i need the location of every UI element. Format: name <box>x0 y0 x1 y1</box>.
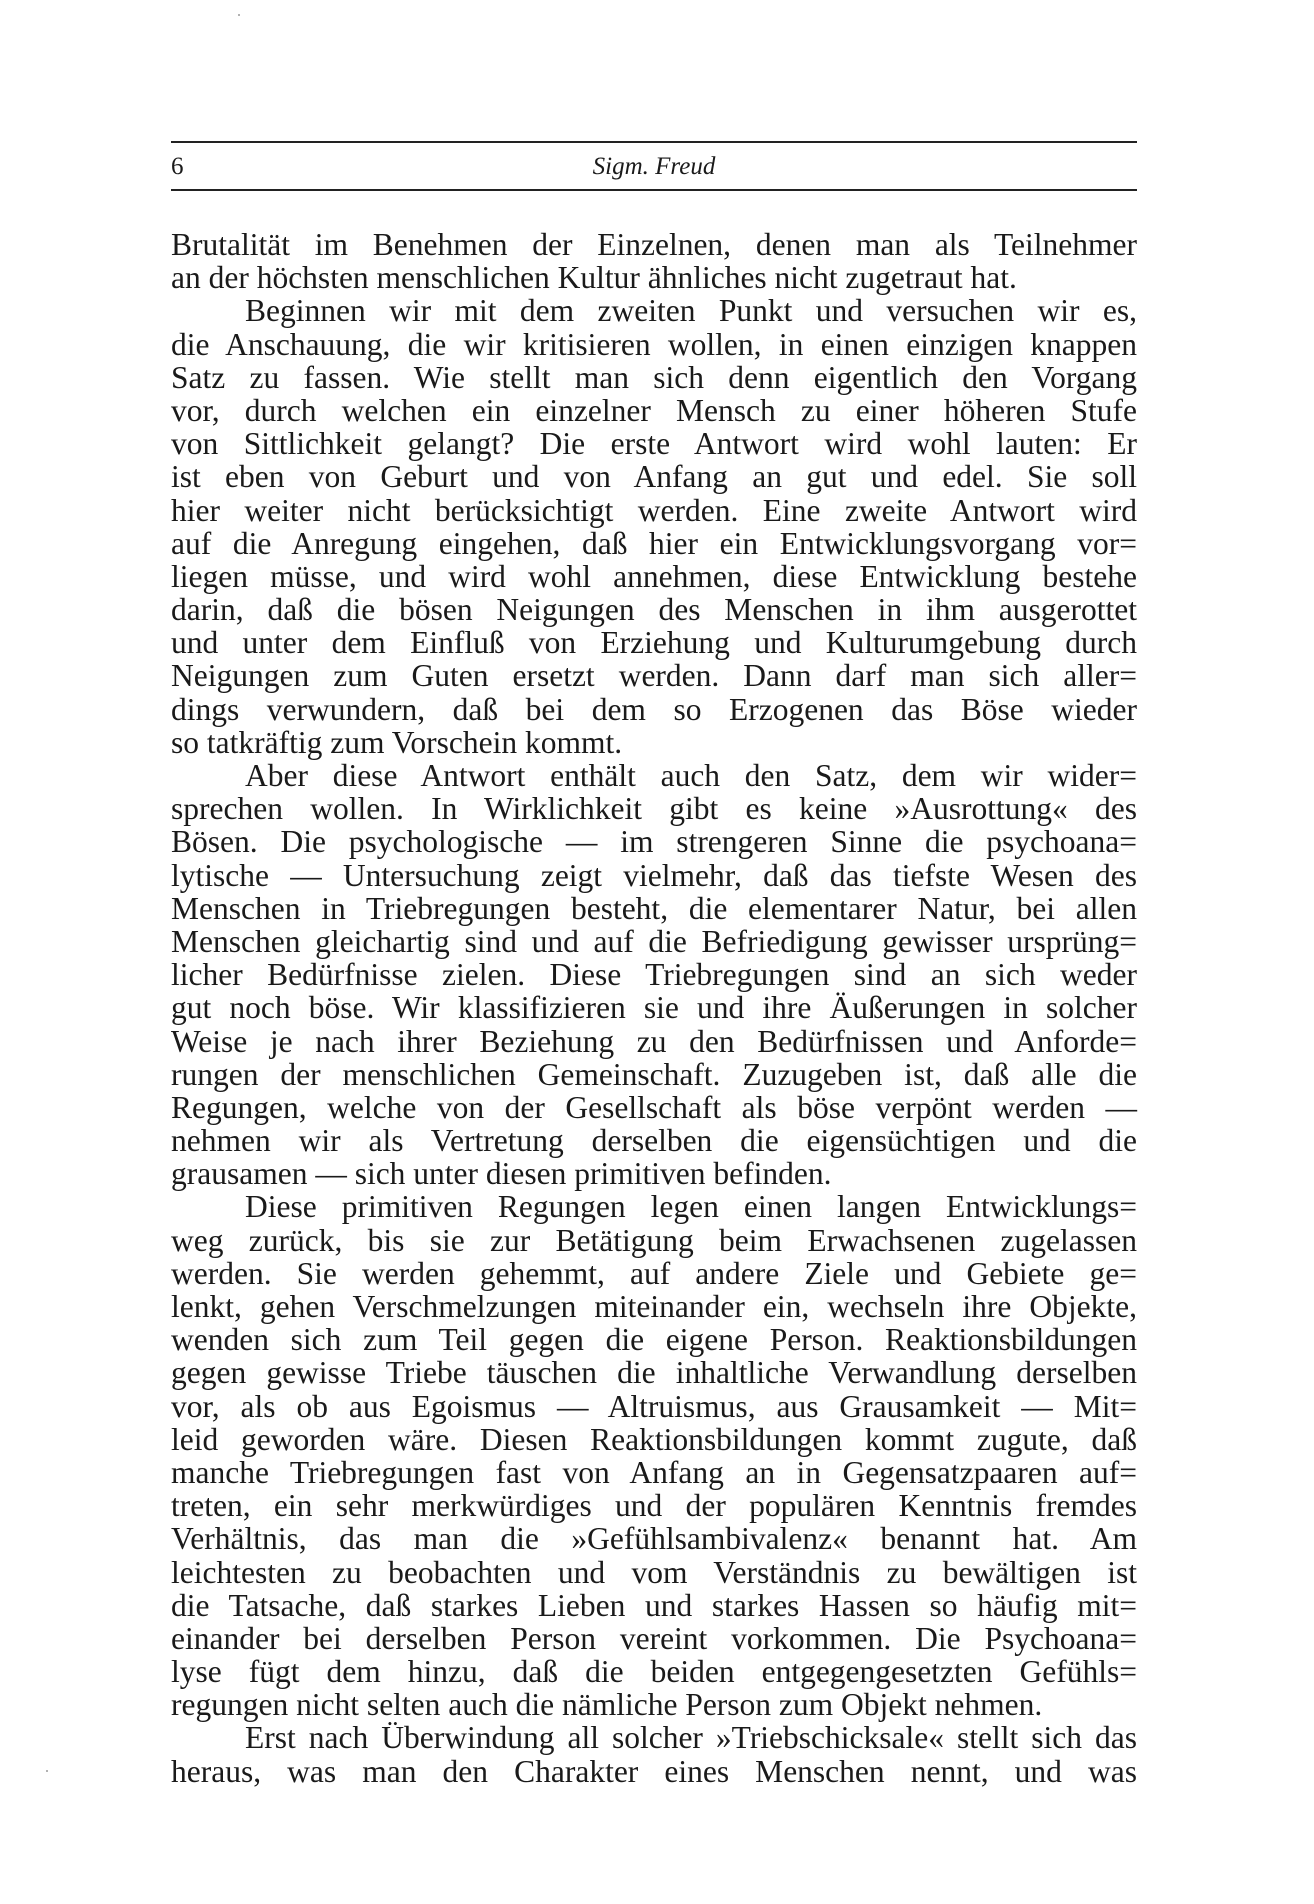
text-line: Weise je nach ihrer Beziehung zu den Bedürfnissen und Anforde= <box>171 1023 1137 1059</box>
text-line: wenden sich zum Teil gegen die eigene Person. Reaktionsbildungen <box>171 1322 1137 1358</box>
text-line: darin, daß die bösen Neigungen des Menschen in ihm ausgerottet <box>171 592 1137 628</box>
text-line: von Sittlichkeit gelangt? Die erste Antwort wird wohl lauten: Er <box>171 426 1137 462</box>
text-line: lyse fügt dem hinzu, daß die beiden entgegengesetzten Gefühls= <box>171 1654 1137 1690</box>
header-rule-top <box>171 141 1137 143</box>
text-line: vor, als ob aus Egoismus — Altruismus, aus Grausamkeit — Mit= <box>171 1388 1137 1424</box>
scan-speck <box>238 14 240 16</box>
text-line: die Anschauung, die wir kritisieren wollen, in einen einzigen knappen <box>171 326 1137 362</box>
text-line: nehmen wir als Vertretung derselben die eigensüchtigen und die <box>171 1123 1137 1159</box>
text-line: Regungen, welche von der Gesellschaft als böse verpönt werden — <box>171 1089 1137 1125</box>
text-line: gut noch böse. Wir klassifizieren sie und ihre Äußerungen in solcher <box>171 990 1137 1026</box>
text-line: weg zurück, bis sie zur Betätigung beim Erwachsenen zugelassen <box>171 1222 1137 1258</box>
text-line: sprechen wollen. In Wirklichkeit gibt es keine »Ausrottung« des <box>171 791 1137 827</box>
paragraph-first-line: Beginnen wir mit dem zweiten Punkt und versuchen wir es, <box>245 293 1137 329</box>
text-line: gegen gewisse Triebe täuschen die inhaltliche Verwandlung derselben <box>171 1355 1137 1391</box>
paragraph-first-line: Aber diese Antwort enthält auch den Satz, dem wir wider= <box>245 758 1137 793</box>
text-line: und unter dem Einfluß von Erziehung und Kulturumgebung durch <box>171 625 1137 661</box>
running-head: Sigm. Freud <box>592 153 716 180</box>
text-line: einander bei derselben Person vereint vorkommen. Die Psychoana= <box>171 1620 1137 1656</box>
text-line: lenkt, gehen Verschmelzungen miteinander ein, wechseln ihre Objekte, <box>171 1289 1137 1324</box>
header-rule-bottom <box>171 189 1137 191</box>
text-line: werden. Sie werden gehemmt, auf andere Ziele und Gebiete ge= <box>171 1255 1137 1291</box>
text-line: manche Triebregungen fast von Anfang an in Gegensatzpaaren auf= <box>171 1454 1137 1490</box>
text-line: Satz zu fassen. Wie stellt man sich denn eigentlich den Vorgang <box>171 359 1137 395</box>
text-line: vor, durch welchen ein einzelner Mensch zu einer höheren Stufe <box>171 392 1137 428</box>
paragraph-first-line: Erst nach Überwindung all solcher »Triebschicksale« stellt sich das <box>245 1720 1137 1756</box>
text-line: heraus, was man den Charakter eines Menschen nennt, und was <box>171 1753 1137 1789</box>
text-line: grausamen — sich unter diesen primitiven befinden. <box>171 1156 832 1192</box>
text-line: licher Bedürfnisse zielen. Diese Triebregungen sind an sich weder <box>171 957 1137 993</box>
text-line: dings verwundern, daß bei dem so Erzogenen das Böse wieder <box>171 691 1137 727</box>
body-text <box>171 228 1137 1788</box>
paragraph-first-line: Diese primitiven Regungen legen einen langen Entwicklungs= <box>245 1189 1137 1225</box>
page-header <box>171 150 1137 184</box>
text-line: Bösen. Die psychologische — im strengeren Sinne die psychoana= <box>171 824 1137 860</box>
text-line: treten, ein sehr merkwürdiges und der populären Kenntnis fremdes <box>171 1488 1137 1524</box>
text-line: regungen nicht selten auch die nämliche Person zum Objekt nehmen. <box>171 1687 1043 1723</box>
scan-speck <box>46 1770 48 1772</box>
text-line: an der höchsten menschlichen Kultur ähnliches nicht zugetraut hat. <box>171 260 1017 296</box>
text-line: so tatkräftig zum Vorschein kommt. <box>171 724 623 760</box>
text-line: Menschen gleichartig sind und auf die Befriedigung gewisser ursprüng= <box>171 923 1137 959</box>
text-line: die Tatsache, daß starkes Lieben und starkes Hassen so häufig mit= <box>171 1587 1137 1623</box>
page-number: 6 <box>171 153 184 180</box>
text-line: rungen der menschlichen Gemeinschaft. Zuzugeben ist, daß alle die <box>171 1056 1137 1092</box>
text-line: leichtesten zu beobachten und vom Verständnis zu bewältigen ist <box>171 1554 1137 1590</box>
text-line: ist eben von Geburt und von Anfang an gut und edel. Sie soll <box>171 459 1137 495</box>
text-line: hier weiter nicht berücksichtigt werden. Eine zweite Antwort wird <box>171 492 1137 528</box>
text-line: Verhältnis, das man die »Gefühlsambivalenz« benannt hat. Am <box>171 1521 1137 1557</box>
text-line: lytische — Untersuchung zeigt vielmehr, daß das tiefste Wesen des <box>171 857 1137 893</box>
text-line: liegen müsse, und wird wohl annehmen, diese Entwicklung bestehe <box>171 558 1137 594</box>
text-line: Brutalität im Benehmen der Einzelnen, denen man als Teilnehmer <box>171 227 1137 262</box>
text-line: Neigungen zum Guten ersetzt werden. Dann darf man sich aller= <box>171 658 1137 694</box>
text-line: auf die Anregung eingehen, daß hier ein Entwicklungsvorgang vor= <box>171 525 1137 561</box>
text-line: leid geworden wäre. Diesen Reaktionsbildungen kommt zugute, daß <box>171 1421 1137 1457</box>
text-line: Menschen in Triebregungen besteht, die elementarer Natur, bei allen <box>171 890 1137 926</box>
